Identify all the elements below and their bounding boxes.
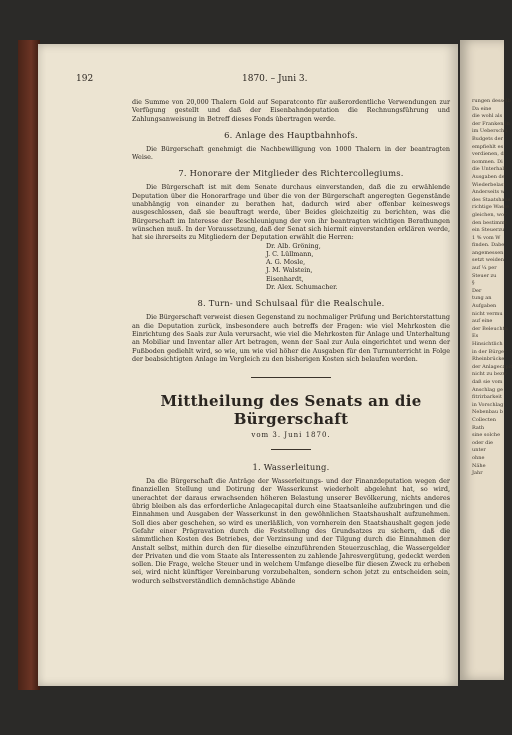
adjacent-page-line: rungen desselb xyxy=(472,98,511,104)
adjacent-page-line: richtige Wasse xyxy=(472,204,510,211)
adjacent-page-line: Ausgaben de xyxy=(472,173,505,180)
adjacent-page-line: ein Steuerzu xyxy=(472,227,505,234)
adjacent-page-line: nicht zu bezw xyxy=(472,371,507,378)
section-text-8: Die Bürgerschaft verweist diesen Gegenstand zu nochmaliger Prüfung und Berichterstattung an die Deputation zurück, insbesondere auch betreffs der Fragen: wie viel Mehrkosten die Einrichtung des Saals zur Aula verursacht, wie viel die Mehrkosten für Anlage und Unterhaltung an Mobiliar und Inventar aller Art betragen, wenn der Saal zur Aula eingerichtet und wenn der Fußboden gediehlt wird, so wie, um wie viel höher die Ausgaben für den Turnunterricht in Folge der beabsichtigten Anlage im Vergleich zu den bisherigen Kosten sich belaufen werden. xyxy=(132,313,450,363)
book-cover-edge xyxy=(18,40,40,690)
section-text-6: Die Bürgerschaft genehmigt die Nachbewilligung von 1000 Thalern in der beantragten Weise. xyxy=(132,144,450,162)
adjacent-page-line: setzt weiden xyxy=(472,257,504,264)
adjacent-page-line: Anschlag ge xyxy=(472,386,503,393)
adjacent-page-line: Jahr xyxy=(472,470,483,477)
adjacent-page-line: Nebenbau b xyxy=(472,409,503,416)
section-title: Anlage des Hauptbahnhofs. xyxy=(235,129,358,140)
adjacent-page-line: nommen. Di xyxy=(472,158,503,165)
section-heading-8 xyxy=(132,298,450,308)
adjacent-page-line: den bestimmt xyxy=(472,219,507,226)
adjacent-page-line: Aufgaben xyxy=(472,303,497,310)
adjacent-page-line: gleichen, wor xyxy=(472,211,507,218)
adjacent-page-line: Nähe xyxy=(472,462,486,469)
deputation-members xyxy=(266,242,450,292)
adjacent-page-line: Rath xyxy=(472,424,485,431)
adjacent-page-line: § xyxy=(472,280,475,287)
adjacent-page-line: Collecten xyxy=(472,416,496,423)
member-name: J. C. Lüllmann, xyxy=(266,249,314,258)
adjacent-page-line: Wiederbelast xyxy=(472,181,506,188)
section-heading-7 xyxy=(132,168,450,178)
adjacent-page-line: angemessen xyxy=(472,249,504,256)
member-name: Eisenhardt, xyxy=(266,274,304,283)
adjacent-page-line: Da eine xyxy=(472,105,492,112)
adjacent-page-line: auf ¼ per xyxy=(472,265,497,272)
adjacent-page-line: der Anlagecapit xyxy=(472,363,512,370)
section-number: 6. xyxy=(224,129,233,140)
section-text-7: Die Bürgerschaft ist mit dem Senate durchaus einverstanden, daß die zu erwählende Deputation über die Honorarfrage und über die von der Bürgerschaft angeregten Gegenstände unabhängig von einander zu berathen hat, dadurch wird aber offenbar keineswegs ausgeschlossen, daß sie beauftragt werde, über Beides gleichzeitig zu berichten, was die Bürgerschaft im Interesse der Beschleunigung der von ihr beantragten wichtigen Berathungen wünschen muß. In der Voraussetzung, daß der Senat sich hiermit einverstanden erklären werde, hat sie ihrerseits zu Mitgliedern der Deputation erwählt die Herren: xyxy=(132,183,450,242)
adjacent-page-line: oder die xyxy=(472,439,493,446)
adjacent-page-line: unter xyxy=(472,447,486,454)
mittheilung-text: Da die Bürgerschaft die Anträge der Wasserleitungs- und der Finanzdeputation wegen der finanziellen Stellung und Dotirung der Wasserkunst wiederholt abgelehnt hat, so wird, unerachtet der daraus erwachsenden höheren Belastung unserer Bevölkerung, nichts anderes übrig bleiben als das erforderliche Anlagecapital durch eine Staatsanleihe aufzubringen und die Einnahmen und Ausgaben der Wasserkunst in den gewöhnlichen Staatshaushalt aufzunehmen. Soll dies aber geschehen, so wird es unerläßlich, von vornherein den Staatshaushalt gegen jede Gefahr einer Prägravation durch die Feststellung des Grundsatzes zu sichern, daß die sämmtlichen Kosten des Betriebes, der Verzinsung und der Tilgung durch die Einnahmen der Anstalt selbst, mithin durch den für dieselbe einzuführenden Steuerzuschlag, die Wassergelder der Privaten und die vom Staate als Interessenten zu zahlende Jahresvergütung, gedeckt werden sollen. Die Frage, welche Steuer und in welchem Umfange dieselbe für diesen Zweck zu erheben sei, wird nicht künftiger Vereinbarung vorzubehalten, sondern schon jetzt zu entscheiden sein, wodurch selbstverständlich demnächstige Abände xyxy=(132,477,450,585)
member-name: J. M. Walstein, xyxy=(266,266,313,275)
adjacent-page-line: finden. Dabe xyxy=(472,242,505,249)
adjacent-page-line: Es xyxy=(472,333,479,340)
divider-rule xyxy=(251,377,331,378)
adjacent-page-line: der Beleuchtu xyxy=(472,325,508,332)
adjacent-page-line: Der xyxy=(472,287,482,294)
adjacent-page-line: im Ueberschu xyxy=(472,128,508,135)
mittheilung-date: vom 3. Juni 1870. xyxy=(251,431,331,440)
adjacent-page-line: die wohl als xyxy=(472,113,503,120)
adjacent-page xyxy=(460,40,512,680)
adjacent-page-line: Rheinbrücke xyxy=(472,356,505,363)
adjacent-page-line: der Franken in xyxy=(472,120,510,127)
adjacent-page-line: ohne xyxy=(472,454,485,461)
adjacent-page-line: verdienen, di xyxy=(472,151,506,158)
page-content xyxy=(76,74,450,585)
adjacent-page-line: sine solche xyxy=(472,432,501,439)
adjacent-page-line: tung an xyxy=(472,295,492,302)
divider-short xyxy=(271,449,311,450)
book-page xyxy=(38,44,458,686)
adjacent-page-text xyxy=(460,40,512,478)
adjacent-page-line: nicht vermu xyxy=(472,310,503,317)
section-number: 8. xyxy=(197,298,206,309)
adjacent-page-line: Steuer zu xyxy=(472,272,497,279)
member-name: Dr. Alb. Gröning, xyxy=(266,241,321,250)
adjacent-page-line: daß sie vom xyxy=(472,378,503,385)
mittheilung-title: Mittheilung des Senats an die Bürgerschaft xyxy=(160,392,422,429)
mittheilung-section-heading xyxy=(132,462,450,472)
adjacent-page-line: empfiehlt es xyxy=(472,143,504,150)
header-date: 1870. – Juni 3. xyxy=(242,74,308,84)
member-name: Dr. Alex. Schumacher. xyxy=(266,283,338,292)
adjacent-page-line: Hinsichtlich xyxy=(472,341,503,347)
section-title: Honorare der Mitglieder des Richtercollegiums. xyxy=(189,168,404,179)
intro-paragraph: die Summe von 20,000 Thalern Gold auf Separatconto für außerordentliche Verwendungen zur Verfügung gestellt und daß der Eisenbahndeputation die Rechnungsführung und Zahlungsanweisung in Betreff dieses Fonds übertragen werde. xyxy=(132,98,450,123)
adjacent-page-line: die Unterhalt xyxy=(472,166,506,173)
section-number: 7. xyxy=(178,168,187,179)
section-number: 1. xyxy=(252,462,261,473)
adjacent-page-line: des Staatshaus xyxy=(472,196,511,203)
adjacent-page-line: in Vorschlag xyxy=(472,401,504,408)
adjacent-page-line: fitrirbarkeit xyxy=(472,394,502,401)
section-title: Wasserleitung. xyxy=(263,462,330,473)
section-heading-6 xyxy=(132,130,450,140)
running-header xyxy=(76,74,450,84)
page-number: 192 xyxy=(76,74,94,84)
adjacent-page-line: Budgets der xyxy=(472,135,503,142)
adjacent-page-line: auf eine xyxy=(472,318,493,325)
section-title: Turn- und Schulsaal für die Realschule. xyxy=(208,298,385,309)
member-name: A. G. Mosle, xyxy=(266,258,306,267)
adjacent-page-line: 1 % vom W xyxy=(472,234,501,241)
adjacent-page-line: Anderseits w xyxy=(472,189,505,196)
adjacent-page-line: in der Bürger xyxy=(472,348,507,355)
